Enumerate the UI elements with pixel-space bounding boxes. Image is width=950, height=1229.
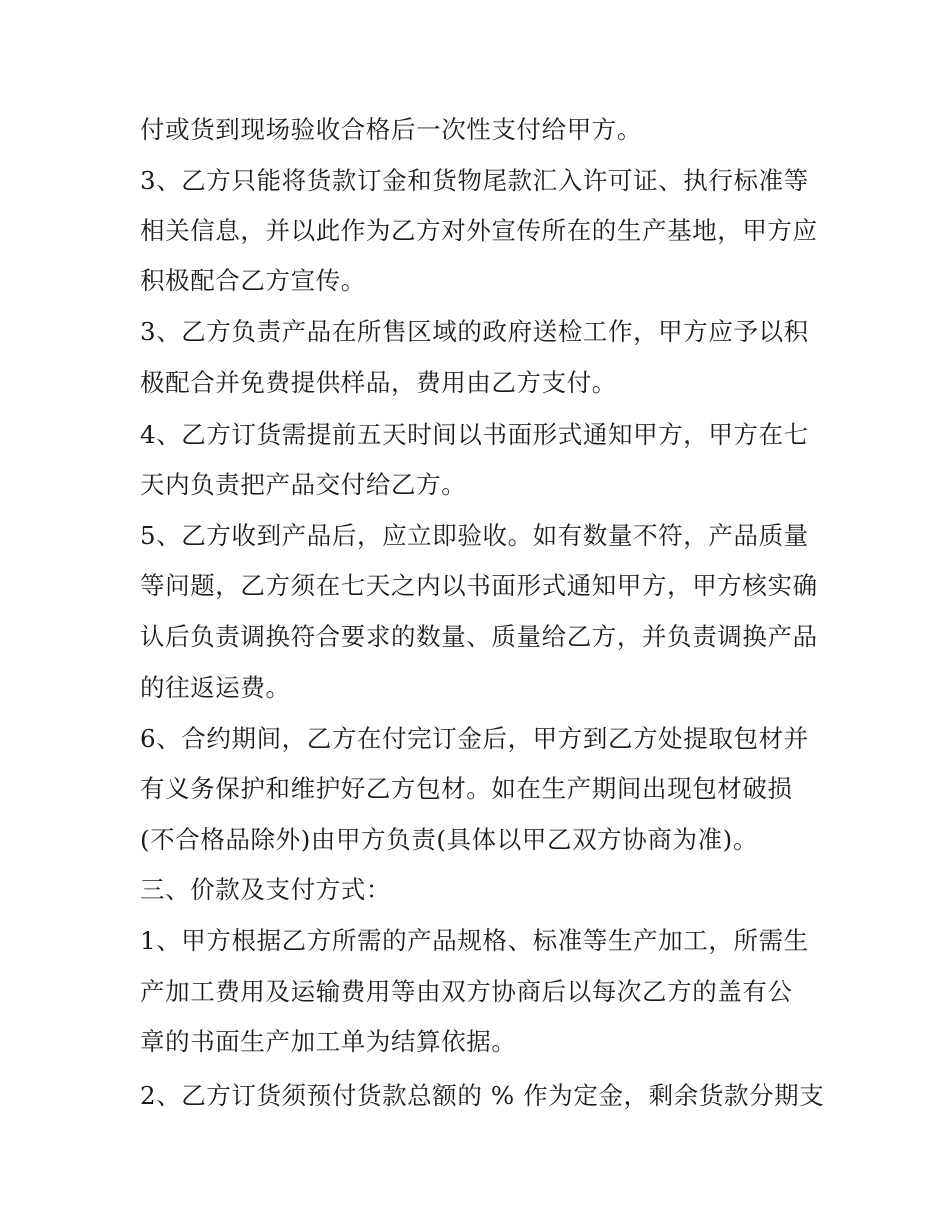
text-line: 天内负责把产品交付给乙方。 xyxy=(140,470,467,499)
text-line: 6、合约期间，乙方在付完订金后，甲方到乙方处提取包材并 xyxy=(140,724,809,753)
text-line: 章的书面生产加工单为结算依据。 xyxy=(140,1027,517,1056)
text-line: (不合格品除外)由甲方负责(具体以甲乙双方协商为准)。 xyxy=(140,825,758,854)
text-line: 3、乙方只能将货款订金和货物尾款汇入许可证、执行标准等 xyxy=(140,166,809,195)
text-line: 1、甲方根据乙方所需的产品规格、标准等生产加工，所需生 xyxy=(140,926,809,955)
text-line: 相关信息，并以此作为乙方对外宣传所在的生产基地，甲方应 xyxy=(140,216,818,245)
text-line: 2、乙方订货须预付货款总额的 % 作为定金，剩余货款分期支 xyxy=(140,1081,825,1110)
text-line: 极配合并免费提供样品，费用由乙方支付。 xyxy=(140,368,617,397)
text-line: 3、乙方负责产品在所售区域的政府送检工作，甲方应予以积 xyxy=(140,317,809,346)
text-line: 付或货到现场验收合格后一次性支付给甲方。 xyxy=(140,115,642,144)
section-heading: 三、价款及支付方式： xyxy=(140,875,391,904)
text-line: 4、乙方订货需提前五天时间以书面形式通知甲方，甲方在七 xyxy=(140,420,809,449)
text-line: 产加工费用及运输费用等由双方协商后以每次乙方的盖有公 xyxy=(140,977,793,1006)
text-line: 5、乙方收到产品后，应立即验收。如有数量不符，产品质量 xyxy=(140,521,809,550)
text-line: 积极配合乙方宣传。 xyxy=(140,266,366,295)
text-line: 等问题，乙方须在七天之内以书面形式通知甲方，甲方核实确 xyxy=(140,571,818,600)
text-line: 有义务保护和维护好乙方包材。如在生产期间出现包材破损 xyxy=(140,774,793,803)
text-line: 的往返运费。 xyxy=(140,673,291,702)
text-line: 认后负责调换符合要求的数量、质量给乙方，并负责调换产品 xyxy=(140,622,818,651)
